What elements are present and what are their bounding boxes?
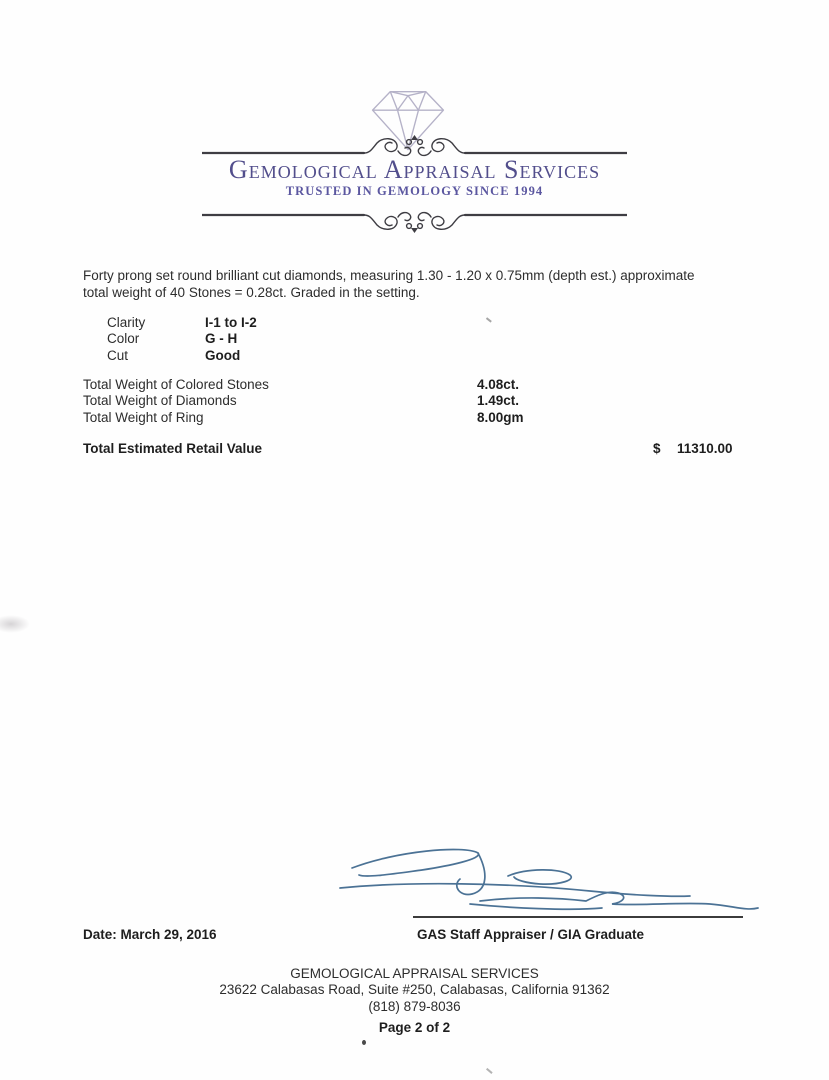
footer: [0, 966, 829, 1036]
company-title: Gemological Appraisal Services: [228, 155, 601, 184]
grading-value: Good: [205, 347, 241, 363]
signature-line: [413, 916, 743, 918]
weight-label: Total Weight of Colored Stones: [83, 377, 269, 392]
retail-value-row: [0, 441, 829, 459]
weight-row: [83, 410, 524, 426]
retail-value-amount: 11310.00: [677, 441, 733, 456]
scan-artifact: [362, 1040, 366, 1045]
grading-label: Clarity: [107, 315, 146, 330]
grading-row: [107, 315, 257, 331]
grading-label: Cut: [107, 347, 129, 363]
weight-label: Total Weight of Diamonds: [83, 393, 237, 409]
grading-value: I-1 to I-2: [205, 315, 257, 330]
grading-row: [107, 348, 257, 364]
weights-table: [83, 377, 524, 426]
appraiser-title: GAS Staff Appraiser / GIA Graduate: [417, 927, 645, 942]
retail-value-label: Total Estimated Retail Value: [83, 441, 263, 456]
weight-value: 4.08ct.: [477, 377, 520, 392]
scan-artifact: [0, 615, 30, 633]
scan-artifact: [486, 1068, 492, 1074]
company-tagline: TRUSTED IN GEMOLOGY SINCE 1994: [285, 184, 544, 198]
weight-row: [83, 393, 524, 409]
flourish-divider-bottom: [202, 207, 627, 233]
grading-value: G - H: [205, 331, 238, 347]
weight-value: 1.49ct.: [477, 393, 520, 409]
item-description: Forty prong set round brilliant cut diamonds, measuring 1.30 - 1.20 x 0.75mm (depth est.) approximate total weight of 40 Stones = 0.28ct. Graded in the setting.: [83, 268, 695, 300]
date-label: Date: March 29, 2016: [83, 927, 217, 942]
grading-row: [107, 331, 257, 347]
currency-symbol: $: [653, 441, 661, 456]
page-number: Page 2 of 2: [378, 1019, 451, 1035]
weight-label: Total Weight of Ring: [83, 409, 204, 425]
grading-table: [107, 315, 257, 364]
grading-label: Color: [107, 331, 140, 347]
footer-address: 23622 Calabasas Road, Suite #250, Calabasas, California 91362: [219, 982, 610, 998]
handwritten-signature-icon: [330, 838, 760, 923]
scan-artifact: [486, 317, 492, 322]
footer-company-name: GEMOLOGICAL APPRAISAL SERVICES: [290, 966, 539, 981]
footer-phone: (818) 879-8036: [368, 998, 461, 1014]
weight-value: 8.00gm: [477, 409, 524, 425]
logo-header: [0, 86, 829, 233]
weight-row: [83, 377, 524, 393]
